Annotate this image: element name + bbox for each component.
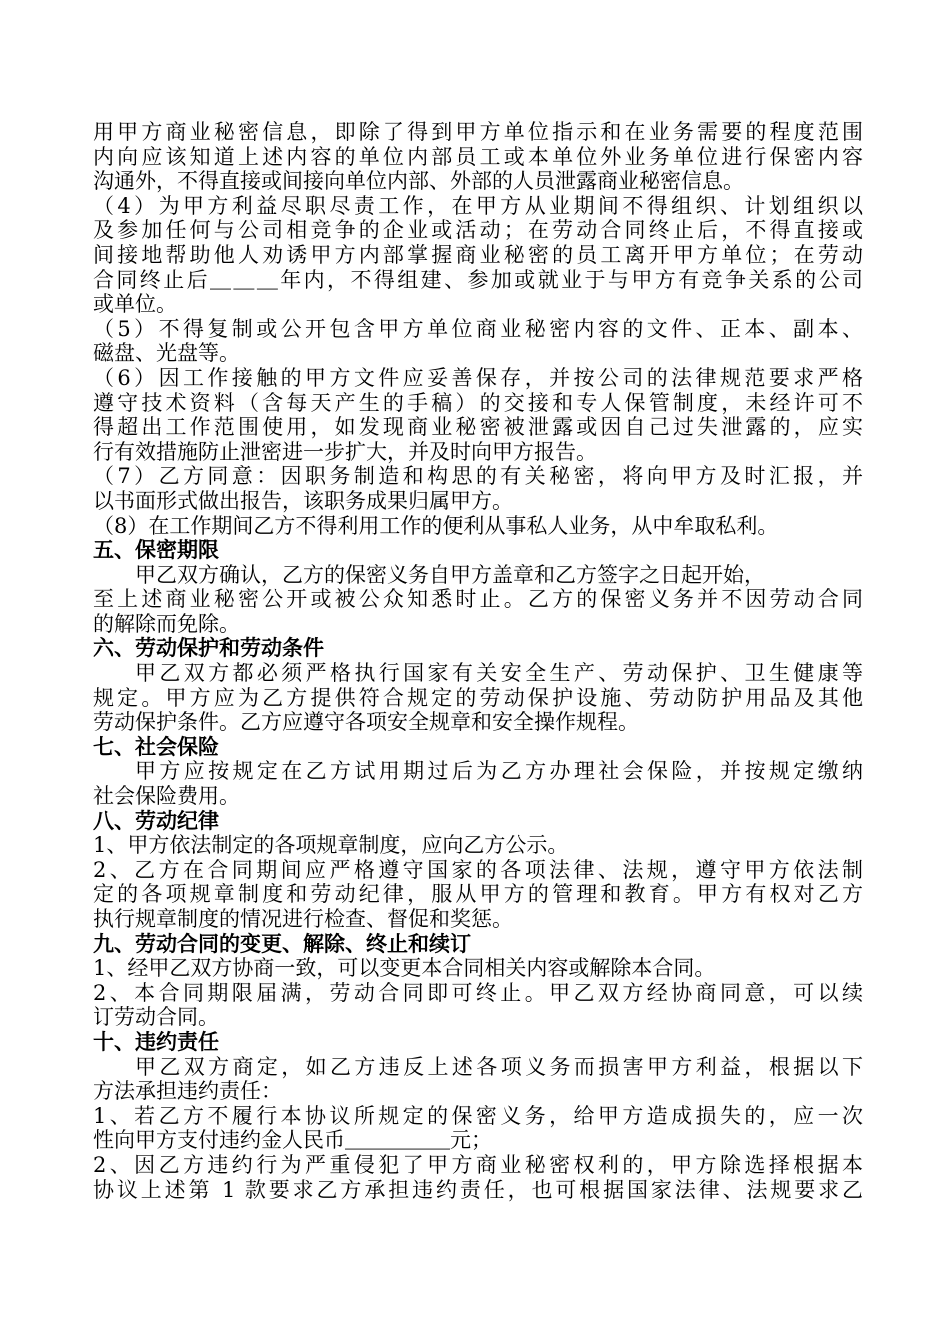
section-heading: 十、违约责任	[93, 1029, 219, 1054]
text-line: 或单位。	[93, 292, 177, 317]
text-line: 间接地帮助他人劝诱甲方内部掌握商业秘密的员工离开甲方单位；在劳动	[93, 242, 863, 267]
text-line: 得超出工作范围使用，如发现商业秘密被泄露或因自己过失泄露的，应实	[93, 415, 863, 440]
text-line: 合同终止后＿＿＿年内，不得组建、参加或就业于与甲方有竞争关系的公司	[93, 267, 863, 292]
section-heading: 八、劳动纪律	[93, 808, 219, 833]
section-heading: 七、社会保险	[93, 734, 219, 759]
text-line: 1、甲方依法制定的各项规章制度，应向乙方公示。	[93, 833, 569, 858]
text-line: 及参加任何与公司相竞争的企业或活动；在劳动合同终止后，不得直接或	[93, 218, 863, 243]
section-heading: 六、劳动保护和劳动条件	[93, 636, 324, 661]
text-line: 以书面形式做出报告，该职务成果归属甲方。	[93, 488, 513, 513]
text-line: （8）在工作期间乙方不得利用工作的便利从事私人业务，从中牟取私利。	[93, 513, 779, 538]
section-heading: 五、保密期限	[93, 538, 219, 563]
text-line: 2、因乙方违约行为严重侵犯了甲方商业秘密权利的，甲方除选择根据本	[93, 1152, 863, 1177]
text-line: 用甲方商业秘密信息，即除了得到甲方单位指示和在业务需要的程度范围	[93, 120, 863, 144]
document-body	[93, 120, 863, 1202]
text-line: 订劳动合同。	[93, 1005, 219, 1030]
text-line: （7）乙方同意：因职务制造和构思的有关秘密，将向甲方及时汇报，并	[93, 464, 863, 489]
text-line: 执行规章制度的情况进行检查、督促和奖惩。	[93, 907, 513, 931]
text-line: 磁盘、光盘等。	[93, 341, 240, 366]
text-line: 性向甲方支付违约金人民币＿＿＿＿＿元；	[93, 1128, 492, 1153]
text-line: 内向应该知道上述内容的单位内部员工或本单位外业务单位进行保密内容	[93, 144, 863, 169]
text-line: 的解除而免除。	[93, 611, 240, 636]
text-line: 协议上述第 1 款要求乙方承担违约责任，也可根据国家法律、法规要求乙	[93, 1177, 863, 1202]
text-line: 2、乙方在合同期间应严格遵守国家的各项法律、法规，遵守甲方依法制	[93, 857, 863, 882]
text-line: 方法承担违约责任：	[93, 1079, 282, 1104]
text-line: （4）为甲方利益尽职尽责工作，在甲方从业期间不得组织、计划组织以	[93, 193, 863, 218]
section-heading: 九、劳动合同的变更、解除、终止和续订	[93, 931, 471, 956]
text-line: 甲乙双方都必须严格执行国家有关安全生产、劳动保护、卫生健康等	[135, 661, 863, 686]
text-line: （5）不得复制或公开包含甲方单位商业秘密内容的文件、正本、副本、	[93, 316, 863, 341]
text-line: 规定。甲方应为乙方提供符合规定的劳动保护设施、劳动防护用品及其他	[93, 685, 863, 710]
text-line: 甲乙双方商定，如乙方违反上述各项义务而损害甲方利益，根据以下	[135, 1054, 863, 1079]
text-line: 1、经甲乙双方协商一致，可以变更本合同相关内容或解除本合同。	[93, 956, 716, 981]
text-line: 劳动保护条件。乙方应遵守各项安全规章和安全操作规程。	[93, 710, 639, 735]
text-line: 2、本合同期限届满，劳动合同即可终止。甲乙双方经协商同意，可以续	[93, 980, 863, 1005]
text-line: 甲方应按规定在乙方试用期过后为乙方办理社会保险，并按规定缴纳	[135, 759, 863, 784]
text-line: 行有效措施防止泄密进一步扩大，并及时向甲方报告。	[93, 439, 597, 464]
text-line: 遵守技术资料（含每天产生的手稿）的交接和专人保管制度，未经许可不	[93, 390, 863, 415]
text-line: 至上述商业秘密公开或被公众知悉时止。乙方的保密义务并不因劳动合同	[93, 587, 863, 612]
text-line: （6）因工作接触的甲方文件应妥善保存，并按公司的法律规范要求严格	[93, 365, 863, 390]
text-line: 沟通外，不得直接或间接向单位内部、外部的人员泄露商业秘密信息。	[93, 169, 744, 194]
text-line: 社会保险费用。	[93, 784, 240, 809]
text-line: 定的各项规章制度和劳动纪律，服从甲方的管理和教育。甲方有权对乙方	[93, 882, 863, 907]
text-line: 甲乙双方确认，乙方的保密义务自甲方盖章和乙方签字之日起开始，	[135, 562, 765, 587]
text-line: 1、若乙方不履行本协议所规定的保密义务，给甲方造成损失的，应一次	[93, 1103, 863, 1128]
